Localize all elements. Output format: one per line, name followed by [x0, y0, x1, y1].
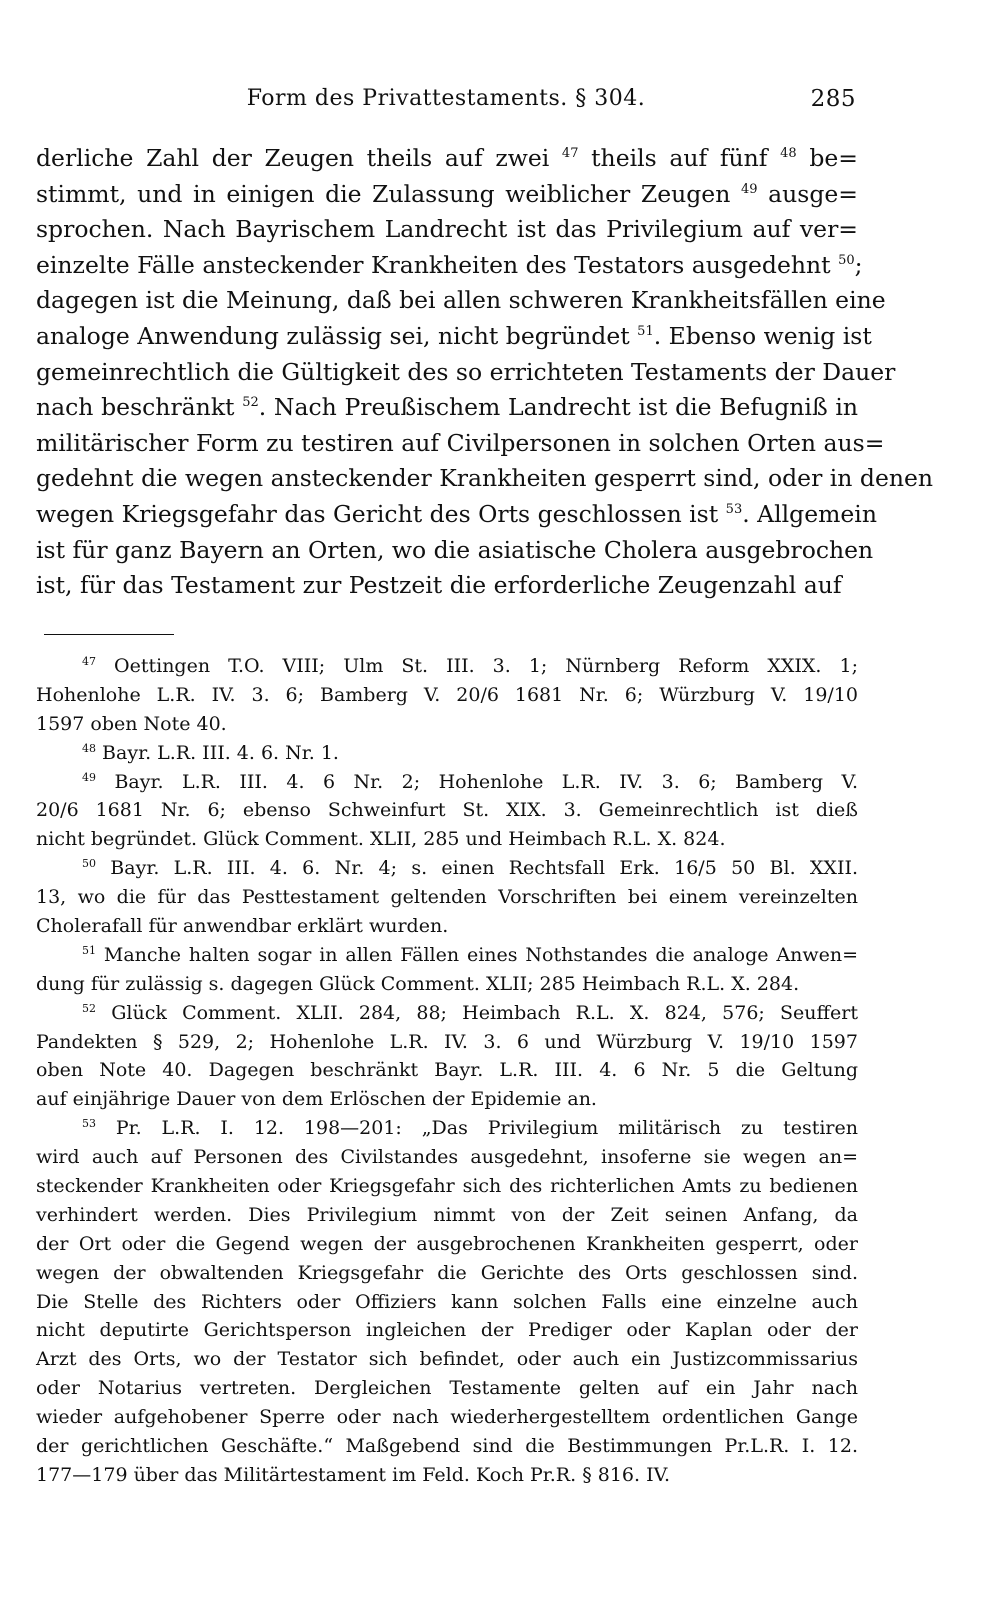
footnote-text: verhindert werden. Dies Privilegium nimmt von der Zeit seinen Anfang, da — [36, 1203, 858, 1226]
text-segment: analoge Anwendung zulässig sei, nicht begründet — [36, 321, 638, 350]
footnote-line — [36, 768, 858, 797]
footnote-text: oder Notarius vertreten. Dergleichen Testamente gelten auf ein Jahr nach — [36, 1377, 858, 1400]
footnote-text: nicht begründet. Glück Comment. XLII, 285 und Heimbach R.L. X. 824. — [36, 828, 726, 851]
footnote-reference: 48 — [780, 146, 797, 161]
footnote-text: Hohenlohe L.R. IV. 3. 6; Bamberg V. 20/6 1681 Nr. 6; Würzburg V. 19/10 — [36, 683, 858, 706]
footnote-text: Manche halten sogar in allen Fällen eines Nothstandes die analoge Anwen= — [103, 943, 859, 966]
footnote-text: Cholerafall für anwendbar erklärt wurden. — [36, 915, 449, 938]
footnotes — [36, 652, 858, 1490]
text-line — [36, 568, 858, 604]
footnote-line — [36, 710, 858, 739]
text-line — [36, 426, 885, 462]
footnote-49 — [36, 768, 858, 855]
text-line — [36, 212, 858, 248]
text-line — [36, 319, 872, 355]
footnote-text: Bayr. L.R. III. 4. 6. Nr. 1. — [102, 741, 339, 764]
text-segment: ausge= — [757, 179, 858, 208]
text-line — [36, 248, 863, 284]
footnote-line — [36, 1085, 858, 1114]
main-text — [36, 141, 934, 604]
footnote-line — [36, 796, 858, 825]
footnote-line — [36, 1432, 858, 1461]
text-segment: ist, für das Testament zur Pestzeit die erforderliche Zeugenzahl auf — [36, 571, 842, 600]
footnote-line — [36, 883, 858, 912]
footnote-separator — [44, 634, 174, 635]
footnote-text: Glück Comment. XLII. 284, 88; Heimbach R.L. X. 824, 576; Seuffert — [111, 1001, 858, 1024]
footnote-line — [36, 970, 858, 999]
footnote-text: wieder aufgehobener Sperre oder nach wiederhergestelltem ordentlichen Gange — [36, 1406, 858, 1429]
text-segment: . Ebenso wenig ist — [653, 321, 872, 350]
text-segment: . Nach Preußischem Landrecht ist die Befugniß in — [258, 393, 858, 422]
footnote-line — [36, 681, 858, 710]
footnote-line — [36, 1403, 858, 1432]
text-line — [36, 355, 896, 391]
text-segment: ist für ganz Bayern an Orten, wo die asiatische Cholera ausgebrochen — [36, 535, 874, 564]
footnote-text: Pandekten § 529, 2; Hohenlohe L.R. IV. 3. 6 und Würzburg V. 19/10 1597 — [36, 1030, 858, 1053]
footnote-text: wird auch auf Personen des Civilstandes ausgedehnt, insoferne sie wegen an= — [36, 1146, 858, 1169]
footnote-53 — [36, 1114, 858, 1490]
footnote-text: 177—179 über das Militärtestament im Feld. Koch Pr.R. § 816. IV. — [36, 1463, 671, 1486]
footnote-line — [36, 941, 858, 970]
text-segment: wegen Kriegsgefahr das Gericht des Orts geschlossen ist — [36, 499, 726, 528]
footnote-line — [36, 1288, 858, 1317]
footnote-number: 50 — [82, 857, 96, 871]
footnote-line — [36, 1172, 858, 1201]
footnote-number: 53 — [82, 1117, 96, 1131]
footnote-line — [36, 825, 858, 854]
footnote-number: 48 — [82, 741, 96, 755]
footnote-number: 49 — [82, 770, 96, 784]
footnote-line — [36, 1143, 858, 1172]
footnote-line — [36, 1230, 858, 1259]
footnote-number: 51 — [82, 943, 96, 957]
footnote-reference: 52 — [242, 395, 259, 411]
footnote-line — [36, 652, 858, 681]
footnote-text: wegen der obwaltenden Kriegsgefahr die Gerichte des Orts geschlossen sind. — [36, 1261, 858, 1284]
footnote-line — [36, 912, 858, 941]
footnote-text: Bayr. L.R. III. 4. 6. Nr. 4; s. einen Rechtsfall Erk. 16/5 50 Bl. XXII. — [110, 857, 858, 880]
footnote-48 — [36, 739, 858, 768]
text-segment: gemeinrechtlich die Gültigkeit des so errichteten Testaments der Dauer — [36, 357, 896, 386]
text-segment: dagegen ist die Meinung, daß bei allen schweren Krankheitsfällen eine — [36, 286, 886, 315]
footnote-text: Bayr. L.R. III. 4. 6 Nr. 2; Hohenlohe L.R. IV. 3. 6; Bamberg V. — [114, 770, 858, 793]
footnote-line — [36, 739, 858, 768]
footnote-text: 1597 oben Note 40. — [36, 712, 227, 735]
text-segment: gedehnt die wegen ansteckender Krankheiten gesperrt sind, oder in denen — [36, 464, 934, 493]
text-segment: derliche Zahl der Zeugen theils auf zwei — [36, 144, 562, 172]
footnote-text: Arzt des Orts, wo der Testator sich befindet, oder auch ein Justizcommissarius — [36, 1348, 858, 1371]
text-line — [36, 390, 858, 426]
footnote-47 — [36, 652, 858, 739]
text-line — [36, 141, 858, 177]
footnote-number: 47 — [82, 655, 96, 668]
footnote-text: nicht deputirte Gerichtsperson ingleichen der Prediger oder Kaplan oder der — [36, 1319, 858, 1342]
footnote-line — [36, 1259, 858, 1288]
footnote-line — [36, 1374, 858, 1403]
footnote-reference: 53 — [725, 501, 743, 517]
footnote-text: auf einjährige Dauer von dem Erlöschen der Epidemie an. — [36, 1088, 597, 1111]
text-line — [36, 283, 886, 319]
text-segment: sprochen. Nach Bayrischem Landrecht ist das Privilegium auf ver= — [36, 215, 858, 244]
footnote-line — [36, 1461, 858, 1490]
page-number: 285 — [810, 86, 856, 112]
footnote-text: der gerichtlichen Geschäfte.“ Maßgebend sind die Bestimmungen Pr.L.R. I. 12. — [36, 1435, 858, 1458]
footnote-reference: 51 — [637, 323, 654, 339]
footnote-reference: 50 — [838, 252, 855, 268]
footnote-line — [36, 1316, 858, 1345]
footnote-number: 52 — [82, 1001, 96, 1015]
text-line — [36, 497, 877, 533]
running-header — [36, 86, 856, 116]
footnote-line — [36, 1056, 858, 1085]
footnote-line — [36, 999, 858, 1028]
footnote-line — [36, 1114, 858, 1143]
footnote-line — [36, 1345, 858, 1374]
footnote-text: Die Stelle des Richters oder Offiziers kann solchen Falls eine einzelne auch — [36, 1290, 858, 1313]
footnote-text: der Ort oder die Gegend wegen der ausgebrochenen Krankheiten gesperrt, oder — [36, 1232, 858, 1255]
footnote-text: Pr. L.R. I. 12. 198—201: „Das Privilegium militärisch zu testiren — [115, 1117, 858, 1140]
text-segment: stimmt, und in einigen die Zulassung weiblicher Zeugen — [36, 179, 741, 208]
footnote-text: oben Note 40. Dagegen beschränkt Bayr. L.R. III. 4. 6 Nr. 5 die Geltung — [36, 1059, 858, 1082]
footnote-text: 20/6 1681 Nr. 6; ebenso Schweinfurt St. XIX. 3. Gemeinrechtlich ist dieß — [36, 799, 858, 822]
text-segment: einzelte Fälle ansteckender Krankheiten des Testators ausgedehnt — [36, 250, 839, 279]
text-segment: militärischer Form zu testiren auf Civilpersonen in solchen Orten aus= — [36, 428, 885, 457]
text-line — [36, 177, 858, 213]
text-segment: nach beschränkt — [36, 393, 243, 422]
text-line — [36, 533, 874, 569]
footnote-line — [36, 1028, 858, 1057]
footnote-line — [36, 854, 858, 883]
footnote-text: steckender Krankheiten oder Kriegsgefahr sich des richterlichen Amts zu bedienen — [36, 1175, 858, 1198]
text-segment: ; — [854, 250, 863, 279]
footnote-reference: 49 — [740, 181, 758, 197]
footnote-text: 13, wo die für das Pesttestament geltenden Vorschriften bei einem vereinzelten — [36, 886, 858, 909]
footnote-52 — [36, 999, 858, 1115]
text-segment: . Allgemein — [742, 499, 877, 528]
footnote-text: dung für zulässig s. dagegen Glück Comment. XLII; 285 Heimbach R.L. X. 284. — [36, 972, 800, 995]
text-segment: be= — [796, 144, 858, 172]
text-segment: theils auf fünf — [578, 144, 781, 172]
footnote-51 — [36, 941, 858, 999]
footnote-text: Oettingen T.O. VIII; Ulm St. III. 3. 1; Nürnberg Reform XXIX. 1; — [114, 655, 858, 677]
running-title: Form des Privattestaments. § 304. — [246, 86, 646, 111]
footnote-reference: 47 — [561, 146, 579, 161]
footnote-line — [36, 1201, 858, 1230]
text-line — [36, 461, 934, 497]
footnote-50 — [36, 854, 858, 941]
